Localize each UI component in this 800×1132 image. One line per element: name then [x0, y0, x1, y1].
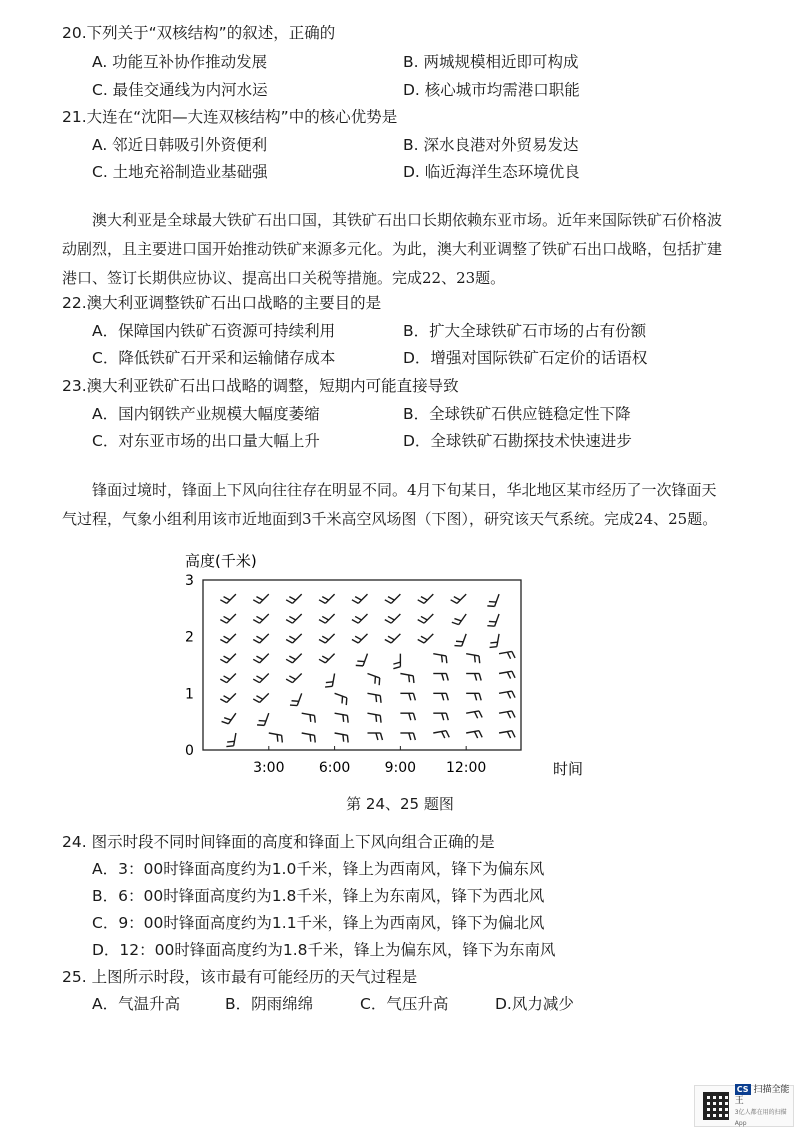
wind-barb [220, 693, 236, 702]
wind-barb [302, 733, 316, 742]
wind-barb [454, 634, 466, 646]
q23-option-c: C．对东亚市场的出口量大幅上升 [92, 432, 320, 450]
q20-option-a: A. 功能互补协作推动发展 [92, 53, 268, 71]
y-tick-label: 0 [185, 743, 194, 759]
wind-barb [393, 654, 400, 669]
wind-barb [302, 713, 316, 722]
wind-barb [253, 614, 269, 623]
material-iron-ore: 澳大利亚是全球最大铁矿石出口国，其铁矿石出口长期依赖东亚市场。近年来国际铁矿石价格波动剧烈，且主要进口国开始推动铁矿来源多元化。为此，澳大利亚调整了铁矿石出口战略，包括扩建港口、签订长期供应协议、提高出口关税等措施。完成22、23题。 [62, 211, 723, 287]
wind-barb [319, 614, 335, 623]
wind-barb [352, 594, 368, 603]
q20-option-d: D. 核心城市均需港口职能 [403, 81, 580, 99]
q23-option-d: D．全球铁矿石勘探技术快速进步 [403, 432, 632, 450]
q22-option-c: C．降低铁矿石开采和运输储存成本 [92, 349, 336, 367]
wind-barb [418, 594, 434, 603]
wind-barb [466, 674, 481, 681]
wind-barb [286, 634, 302, 643]
wind-barb [286, 674, 302, 683]
wind-barb [433, 693, 448, 700]
wind-barb [220, 674, 236, 683]
wind-field-chart [175, 548, 595, 780]
material-front: 锋面过境时，锋面上下风向往往存在明显不同。4月下旬某日，华北地区某市经历了一次锋面天气过程，气象小组利用该市近地面到3千米高空风场图（下图），研究该天气系统。完成24、25题。 [62, 481, 718, 528]
wind-barb [220, 594, 236, 603]
x-tick-label: 6:00 [318, 760, 351, 776]
wind-barb [400, 674, 414, 683]
y-tick-label: 2 [185, 629, 194, 646]
wind-barb [499, 711, 515, 718]
wind-barb [286, 614, 302, 623]
wind-barb [400, 713, 415, 720]
q22-option-d: D．增强对国际铁矿石定价的话语权 [403, 349, 648, 367]
wind-barb [466, 654, 480, 663]
wind-barb [367, 674, 379, 686]
wind-barb [319, 634, 335, 643]
wind-barb [220, 614, 236, 623]
wind-barb [452, 614, 466, 625]
wind-barb [220, 634, 236, 643]
wind-barb [400, 733, 415, 740]
q24-option-b: B．6：00时锋面高度约为1.8千米，锋上为东南风，锋下为西北风 [92, 887, 545, 905]
wind-barb [319, 594, 335, 603]
wind-barb [367, 693, 381, 702]
wind-barb [433, 713, 448, 720]
q23-stem: 23.澳大利亚铁矿石出口战略的调整，短期内可能直接导致 [62, 377, 459, 395]
q24-option-c: C．9：00时锋面高度约为1.1千米，锋上为西南风，锋下为偏北风 [92, 914, 545, 932]
wind-barb [466, 693, 481, 700]
wind-barb [319, 654, 335, 663]
wind-barb [385, 594, 401, 603]
wind-barb [226, 733, 235, 747]
wind-barb [269, 733, 283, 742]
wind-barb [290, 693, 302, 705]
wind-barb [325, 674, 334, 688]
q25-stem: 25. 上图所示时段，该市最有可能经历的天气过程是 [62, 968, 418, 986]
wind-barb [451, 594, 467, 603]
wind-barb [400, 693, 415, 700]
q23-option-b: B．全球铁矿石供应链稳定性下降 [403, 405, 631, 423]
q25-option-a: A．气温升高 [92, 995, 181, 1013]
wind-barb [490, 634, 499, 648]
figure-caption: 第 24、25 题图 [346, 795, 454, 813]
wind-barb [253, 594, 269, 603]
wind-barb [433, 654, 447, 663]
scanner-title: 扫描全能王 [734, 1084, 790, 1106]
scanner-subtitle: 3亿人都在用的扫描App [734, 1108, 787, 1127]
scanner-watermark [694, 1085, 794, 1127]
wind-barb [356, 654, 368, 666]
wind-barb [286, 594, 302, 603]
q25-option-b: B．阴雨绵绵 [225, 995, 314, 1013]
q24-option-a: A．3：00时锋面高度约为1.0千米，锋上为西南风，锋下为偏东风 [92, 860, 545, 878]
y-tick-label: 3 [185, 573, 194, 589]
wind-barb [499, 731, 515, 738]
wind-barb [466, 711, 482, 718]
wind-barb [433, 731, 449, 738]
x-axis-label: 时间 [553, 760, 584, 778]
wind-barb [286, 654, 302, 663]
wind-barb [253, 674, 269, 683]
wind-barb [499, 671, 515, 678]
q20-option-b: B. 两城规模相近即可构成 [403, 53, 579, 71]
q21-option-d: D. 临近海洋生态环境优良 [403, 163, 580, 181]
wind-barb [367, 713, 381, 722]
wind-barb [335, 713, 349, 722]
wind-barb [418, 634, 434, 643]
wind-barb [220, 654, 236, 663]
y-tick-label: 1 [185, 686, 194, 703]
wind-barb [487, 594, 499, 606]
wind-barb [335, 693, 347, 705]
x-tick-label: 12:00 [445, 760, 487, 776]
wind-barb [257, 713, 269, 725]
q21-option-b: B. 深水良港对外贸易发达 [403, 136, 579, 154]
plot-frame [203, 580, 521, 750]
wind-barb [352, 614, 368, 623]
x-tick-label: 3:00 [253, 760, 285, 776]
wind-barb [385, 634, 401, 643]
wind-barb [335, 733, 349, 742]
wind-barb [253, 693, 269, 702]
y-axis-label: 高度(千米) [185, 552, 257, 570]
q20-option-c: C. 最佳交通线为内河水运 [92, 81, 268, 99]
wind-barb [499, 651, 515, 658]
q22-stem: 22.澳大利亚调整铁矿石出口战略的主要目的是 [62, 294, 382, 312]
q22-option-b: B．扩大全球铁矿石市场的占有份额 [403, 322, 647, 340]
wind-barb [253, 654, 269, 663]
x-tick-label: 9:00 [384, 760, 417, 776]
wind-barb [433, 674, 448, 681]
wind-barb [466, 731, 482, 738]
q24-stem: 24. 图示时段不同时间锋面的高度和锋面上下风向组合正确的是 [62, 833, 495, 851]
wind-barb [385, 614, 401, 623]
wind-barb [222, 713, 236, 724]
q25-option-d: D.风力减少 [495, 995, 574, 1013]
wind-barb [352, 634, 368, 643]
wind-barb [487, 614, 499, 626]
q20-stem: 20.下列关于“双核结构”的叙述，正确的 [62, 24, 336, 42]
q22-option-a: A．保障国内铁矿石资源可持续利用 [92, 322, 336, 340]
q24-option-d: D．12：00时锋面高度约为1.8千米，锋上为偏东风，锋下为东南风 [92, 941, 556, 959]
wind-barb [418, 614, 434, 623]
wind-barb [253, 634, 269, 643]
wind-barb [367, 733, 382, 740]
q25-option-c: C．气压升高 [360, 995, 449, 1013]
q21-stem: 21.大连在“沈阳—大连双核结构”中的核心优势是 [62, 108, 398, 126]
wind-barb [499, 691, 515, 698]
q21-option-a: A. 邻近日韩吸引外资便利 [92, 136, 268, 154]
cs-logo: CS [736, 1084, 749, 1094]
q23-option-a: A．国内钢铁产业规模大幅度萎缩 [92, 405, 320, 423]
qr-code-icon [703, 1092, 729, 1120]
q21-option-c: C. 土地充裕制造业基础强 [92, 163, 268, 181]
